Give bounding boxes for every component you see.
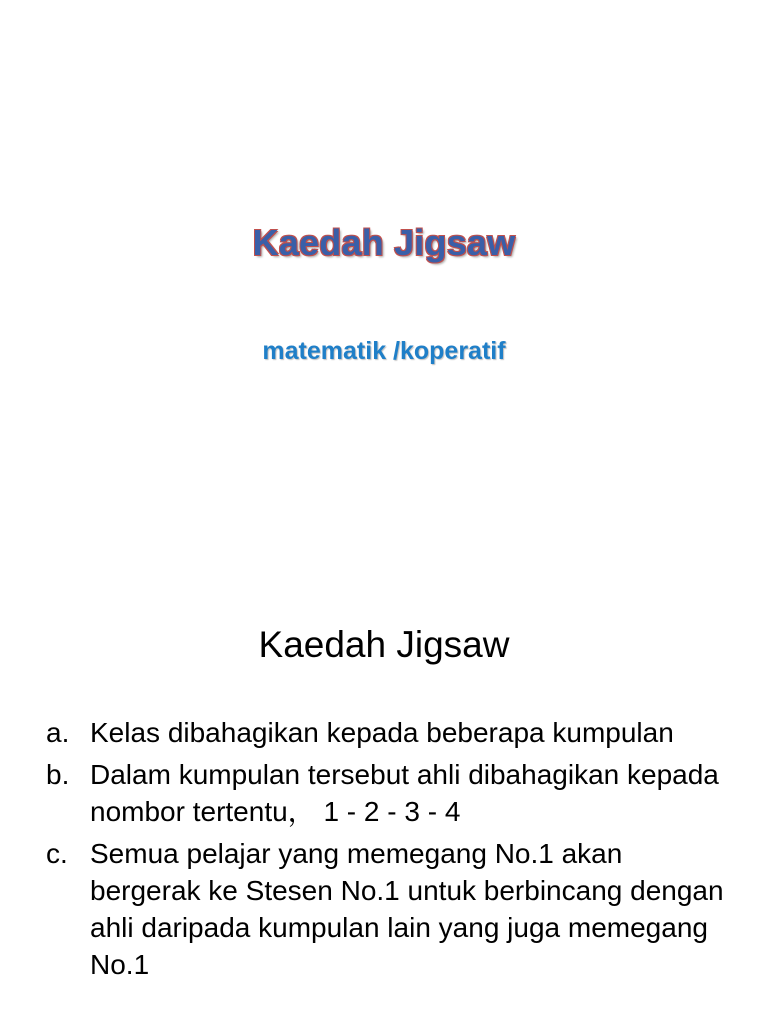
content-slide-title: Kaedah Jigsaw [258, 624, 510, 665]
list-item-text: Kelas dibahagikan kepada beberapa kumpulan [90, 717, 674, 748]
list-item-text: Semua pelajar yang memegang No.1 akan bergerak ke Stesen No.1 untuk berbincang dengan ahli daripada kumpulan lain yang juga memegang No.1 [90, 838, 724, 980]
list-item [46, 714, 736, 751]
slide-title: Kaedah Jigsaw [252, 222, 516, 263]
list-marker: c. [46, 838, 68, 869]
bullet-list [46, 714, 736, 988]
list-marker: a. [46, 717, 70, 748]
content-slide [0, 576, 768, 1024]
list-item [46, 756, 736, 830]
list-item [46, 835, 736, 983]
list-marker: b. [46, 759, 70, 790]
slide-subtitle: matematik /koperatif [262, 337, 506, 365]
list-item-text: Dalam kumpulan tersebut ahli dibahagikan kepada nombor tertentu， 1 - 2 - 3 - 4 [90, 759, 719, 827]
